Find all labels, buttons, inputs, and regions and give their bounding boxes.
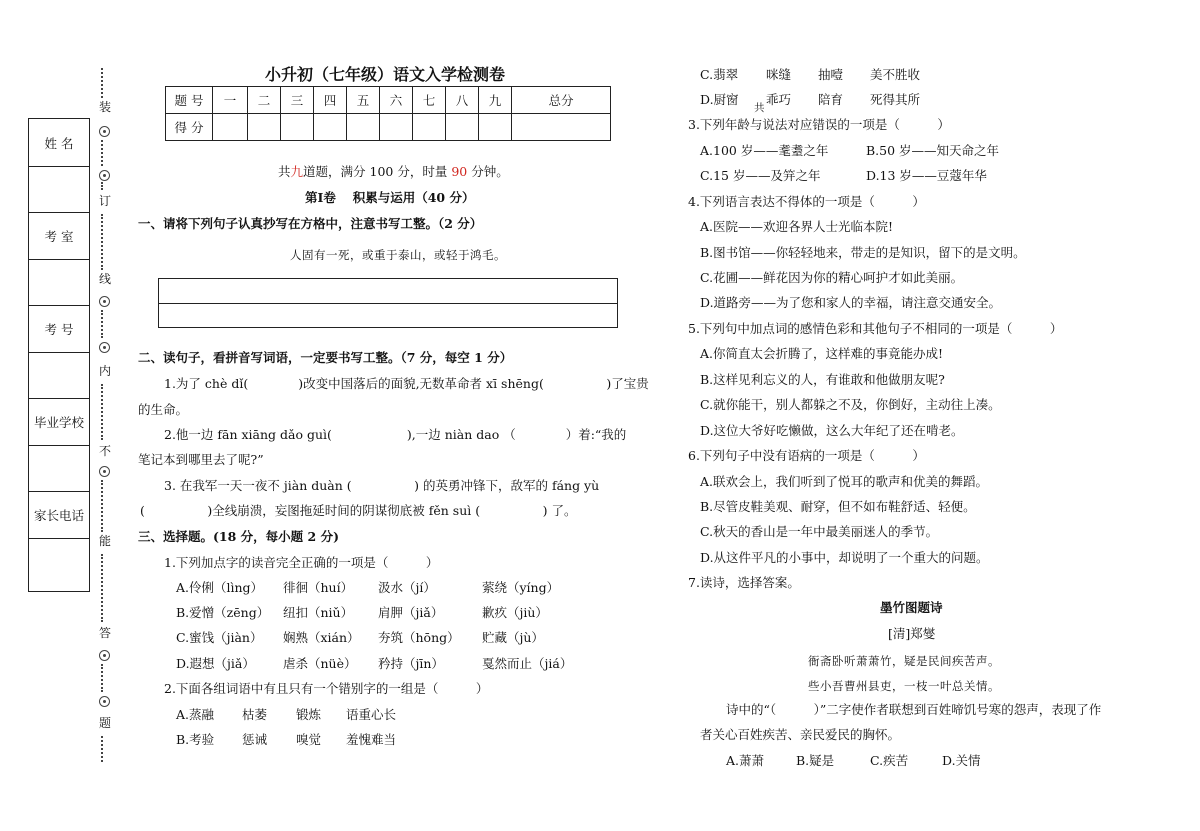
score-table <box>165 86 611 141</box>
q3-2-option: 死得其所 <box>870 92 921 107</box>
q3-7-option: A.萧萧 <box>726 753 765 768</box>
q3-5-option: D.这位大爷好吃懒做，这么大年纪了还在啃老。 <box>700 423 964 438</box>
seal-dots <box>101 664 111 692</box>
seal-dots <box>101 480 111 532</box>
name-label: 姓 名 <box>29 119 89 167</box>
q3-2-option: 惩诫 <box>242 732 268 747</box>
q3-1-option: 贮藏（jù） <box>482 630 544 645</box>
seal-char: 不 <box>98 444 111 458</box>
q3-4-option: A.医院——欢迎各界人士光临本院! <box>700 219 894 234</box>
seal-char: 内 <box>98 364 111 378</box>
q1-title: 一、请将下列句子认真抄写在方格中，注意书写工整。（2 分） <box>138 216 483 231</box>
q3-1-option: 矜持（jīn） <box>378 656 444 671</box>
seal-circle <box>99 466 110 477</box>
q3-1-option: D.遐想（jiǎ） <box>176 656 255 671</box>
q3-4-option: C.花圃——鲜花因为你的精心呵护才如此美丽。 <box>700 270 964 285</box>
q2-line: 2.他一边 fān xiāng dǎo guì( ),一边 niàn dao （ ）着:“我的 <box>164 427 627 442</box>
q3-5-option: A.你简直太会折腾了，这样难的事竟能办成! <box>700 346 944 361</box>
q3-7-option: B.疑是 <box>796 753 835 768</box>
q3-7-question: 诗中的“（ ）”二字使作者联想到百姓啼饥号寒的怨声，表现了作 <box>726 702 1102 717</box>
seal-circle <box>99 126 110 137</box>
q3-2-option: 枯萎 <box>242 707 268 722</box>
instructions-mid: 道题，满分 100 分，时量 <box>303 164 452 179</box>
score-cell[interactable] <box>248 114 281 141</box>
seal-dots <box>101 68 111 98</box>
q3-7-question: 者关心百姓疾苦、亲民爱民的胸怀。 <box>700 727 901 742</box>
q3-7-option: D.关情 <box>942 753 981 768</box>
q2-line: ( )全线崩溃，妄图拖延时间的阴谋彻底被 fěn suì ( ) 了。 <box>140 503 577 518</box>
seal-circle <box>99 696 110 707</box>
q3-2-option: 陪育 <box>818 92 844 107</box>
score-cell[interactable] <box>413 114 446 141</box>
school-field[interactable] <box>29 445 89 492</box>
seal-dots <box>101 214 111 270</box>
q3-2-option: A.蒸融 <box>176 707 215 722</box>
q3-1-option: 徘徊（huí） <box>283 580 354 595</box>
q3-5-option: C.就你能干，别人都躲之不及，你倒好，主动往上凑。 <box>700 397 1001 412</box>
q3-1-option: 歉疚（jiù） <box>482 605 548 620</box>
q3-2-option: 美不胜收 <box>870 67 921 82</box>
q3-5-option: B.这样见利忘义的人，有谁敢和他做朋友呢? <box>700 372 945 387</box>
exam-title: 小升初（七年级）语文入学检测卷 <box>265 65 506 84</box>
col-header: 七 <box>413 87 446 114</box>
q3-2-option: 嗅觉 <box>296 732 322 747</box>
q3-1-option: 肩胛（jiǎ） <box>378 605 444 620</box>
q3-1-option: B.爱憎（zēng） <box>176 605 270 620</box>
col-header: 三 <box>281 87 314 114</box>
exam-number-field[interactable] <box>29 352 89 399</box>
q3-1-option: A.伶俐（lìng） <box>176 580 264 595</box>
score-cell[interactable] <box>380 114 413 141</box>
question-count: 九 <box>290 164 304 179</box>
seal-dots <box>101 384 111 440</box>
col-header: 五 <box>347 87 380 114</box>
q2-line: 的生命。 <box>138 402 189 417</box>
q3-2-title: 2.下面各组词语中有且只有一个错别字的一组是（ ） <box>164 681 489 696</box>
q3-2-option: 乖巧 <box>766 92 792 107</box>
seal-circle <box>99 650 110 661</box>
q3-3-option: D.13 岁——豆蔻年华 <box>866 168 987 183</box>
total-header: 总分 <box>512 87 611 114</box>
writing-grid[interactable] <box>158 278 618 328</box>
q3-6-option: C.秋天的香山是一年中最美丽迷人的季节。 <box>700 524 939 539</box>
score-cell[interactable] <box>446 114 479 141</box>
q3-1-option: 纽扣（niǔ） <box>283 605 354 620</box>
q3-1-option: 戛然而止（jiá） <box>482 656 573 671</box>
writing-grid-divider <box>159 303 617 304</box>
col-header: 六 <box>380 87 413 114</box>
name-field[interactable] <box>29 166 89 213</box>
q3-1-option: 萦绕（yíng） <box>482 580 560 595</box>
instructions-pre: 共 <box>278 164 291 179</box>
q1-sentence: 人固有一死，或重于泰山，或轻于鸿毛。 <box>290 248 506 262</box>
q3-3-option: C.15 岁——及笄之年 <box>700 168 821 183</box>
col-header: 二 <box>248 87 281 114</box>
q3-6-option: A.联欢会上，我们听到了悦耳的歌声和优美的舞蹈。 <box>700 474 989 489</box>
poem-author: [清]郑燮 <box>888 626 936 641</box>
q3-1-title: 1.下列加点字的读音完全正确的一项是（ ） <box>164 555 439 570</box>
seal-circle <box>99 170 110 181</box>
seal-dots <box>101 554 111 622</box>
seal-char: 答 <box>98 626 111 640</box>
school-label: 毕业学校 <box>29 398 89 446</box>
score-cell[interactable] <box>479 114 512 141</box>
seal-char: 线 <box>98 272 111 286</box>
q3-4-option: B.图书馆——你轻轻地来，带走的是知识，留下的是文明。 <box>700 245 1026 260</box>
q3-3-option: A.100 岁——耄耋之年 <box>700 143 829 158</box>
seal-dots <box>101 182 111 190</box>
q3-2-option: 锻炼 <box>296 707 322 722</box>
col-header: 一 <box>213 87 248 114</box>
seal-line <box>97 68 113 768</box>
q3-7-option: C.疾苦 <box>870 753 909 768</box>
col-header: 八 <box>446 87 479 114</box>
score-cell[interactable] <box>314 114 347 141</box>
parent-phone-label: 家长电话 <box>29 491 89 539</box>
score-cell[interactable] <box>213 114 248 141</box>
score-table-score-row <box>166 114 611 141</box>
score-table-header-row <box>166 87 611 114</box>
seal-dots <box>101 310 111 338</box>
seal-circle <box>99 342 110 353</box>
exam-number-label: 考 号 <box>29 305 89 353</box>
q2-line: 笔记本到哪里去了呢?” <box>138 452 264 467</box>
seal-circle <box>99 296 110 307</box>
q3-2-option: D.厨窗 <box>700 92 739 107</box>
q3-3-option: B.50 岁——知天命之年 <box>866 143 1000 158</box>
q3-7-title: 7.读诗，选择答案。 <box>688 575 800 590</box>
q2-line: 1.为了 chè dǐ( )改变中国落后的面貌,无数革命者 xī shēng( )了宝贵 <box>164 376 649 391</box>
question-number-label: 题 号 <box>166 87 213 114</box>
time-limit: 90 <box>451 164 468 179</box>
q3-2-option: 羞愧难当 <box>346 732 397 747</box>
q3-5-title: 5.下列句中加点词的感情色彩和其他句子不相同的一项是（ ） <box>688 321 1063 336</box>
q3-1-option: 娴熟（xián） <box>283 630 360 645</box>
q3-6-title: 6.下列句子中没有语病的一项是（ ） <box>688 448 925 463</box>
score-label: 得 分 <box>166 114 213 141</box>
q3-1-option: 虐杀（nüè） <box>283 656 357 671</box>
part1-title: 第Ⅰ卷 积累与运用（40 分） <box>305 190 475 205</box>
q3-2-option: B.考验 <box>176 732 215 747</box>
q3-1-option: 夯筑（hōng） <box>378 630 460 645</box>
q3-title: 三、选择题。(18 分，每小题 2 分) <box>138 529 339 544</box>
instructions-post: 分钟。 <box>467 164 509 179</box>
q3-2-option: 咪缝 <box>766 67 792 82</box>
score-cell[interactable] <box>347 114 380 141</box>
q2-title: 二、读句子，看拼音写词语，一定要书写工整。（7 分，每空 1 分） <box>138 350 513 365</box>
q3-2-option: 抽噎 <box>818 67 844 82</box>
seal-char: 题 <box>98 716 111 730</box>
q3-2-option: C.翡翠 <box>700 67 739 82</box>
total-score-cell[interactable] <box>512 114 611 141</box>
q3-1-option: 汲水（jí） <box>378 580 436 595</box>
poem-line: 些小吾曹州县吏，一枝一叶总关情。 <box>808 679 1000 693</box>
exam-room-field[interactable] <box>29 259 89 306</box>
poem-title: 墨竹图题诗 <box>880 600 943 615</box>
seal-char: 订 <box>98 194 111 208</box>
q3-6-option: B.尽管皮鞋美观、耐穿，但不如布鞋舒适、轻便。 <box>700 499 976 514</box>
q3-4-option: D.道路旁——为了您和家人的幸福，请注意交通安全。 <box>700 295 1002 310</box>
exam-room-label: 考 室 <box>29 212 89 260</box>
stray-mark: 共 <box>754 102 765 114</box>
score-cell[interactable] <box>281 114 314 141</box>
q3-6-option: D.从这件平凡的小事中，却说明了一个重大的问题。 <box>700 550 989 565</box>
q2-line: 3. 在我军一天一夜不 jiàn duàn ( ) 的英勇冲锋下，敌军的 fáng yù <box>164 478 600 493</box>
q3-2-option: 语重心长 <box>346 707 397 722</box>
q3-1-option: C.蜜饯（jiàn） <box>176 630 263 645</box>
col-header: 四 <box>314 87 347 114</box>
student-info-box <box>28 118 90 592</box>
exam-instructions <box>278 164 509 180</box>
seal-char: 装 <box>98 100 111 114</box>
q3-4-title: 4.下列语言表达不得体的一项是（ ） <box>688 194 925 209</box>
seal-char: 能 <box>98 534 111 548</box>
q3-3-title: 3.下列年龄与说法对应错误的一项是（ ） <box>688 117 950 132</box>
seal-dots <box>101 140 111 166</box>
seal-dots <box>101 736 111 762</box>
poem-line: 衙斋卧听萧萧竹，疑是民间疾苦声。 <box>808 654 1000 668</box>
col-header: 九 <box>479 87 512 114</box>
parent-phone-field[interactable] <box>29 538 89 591</box>
